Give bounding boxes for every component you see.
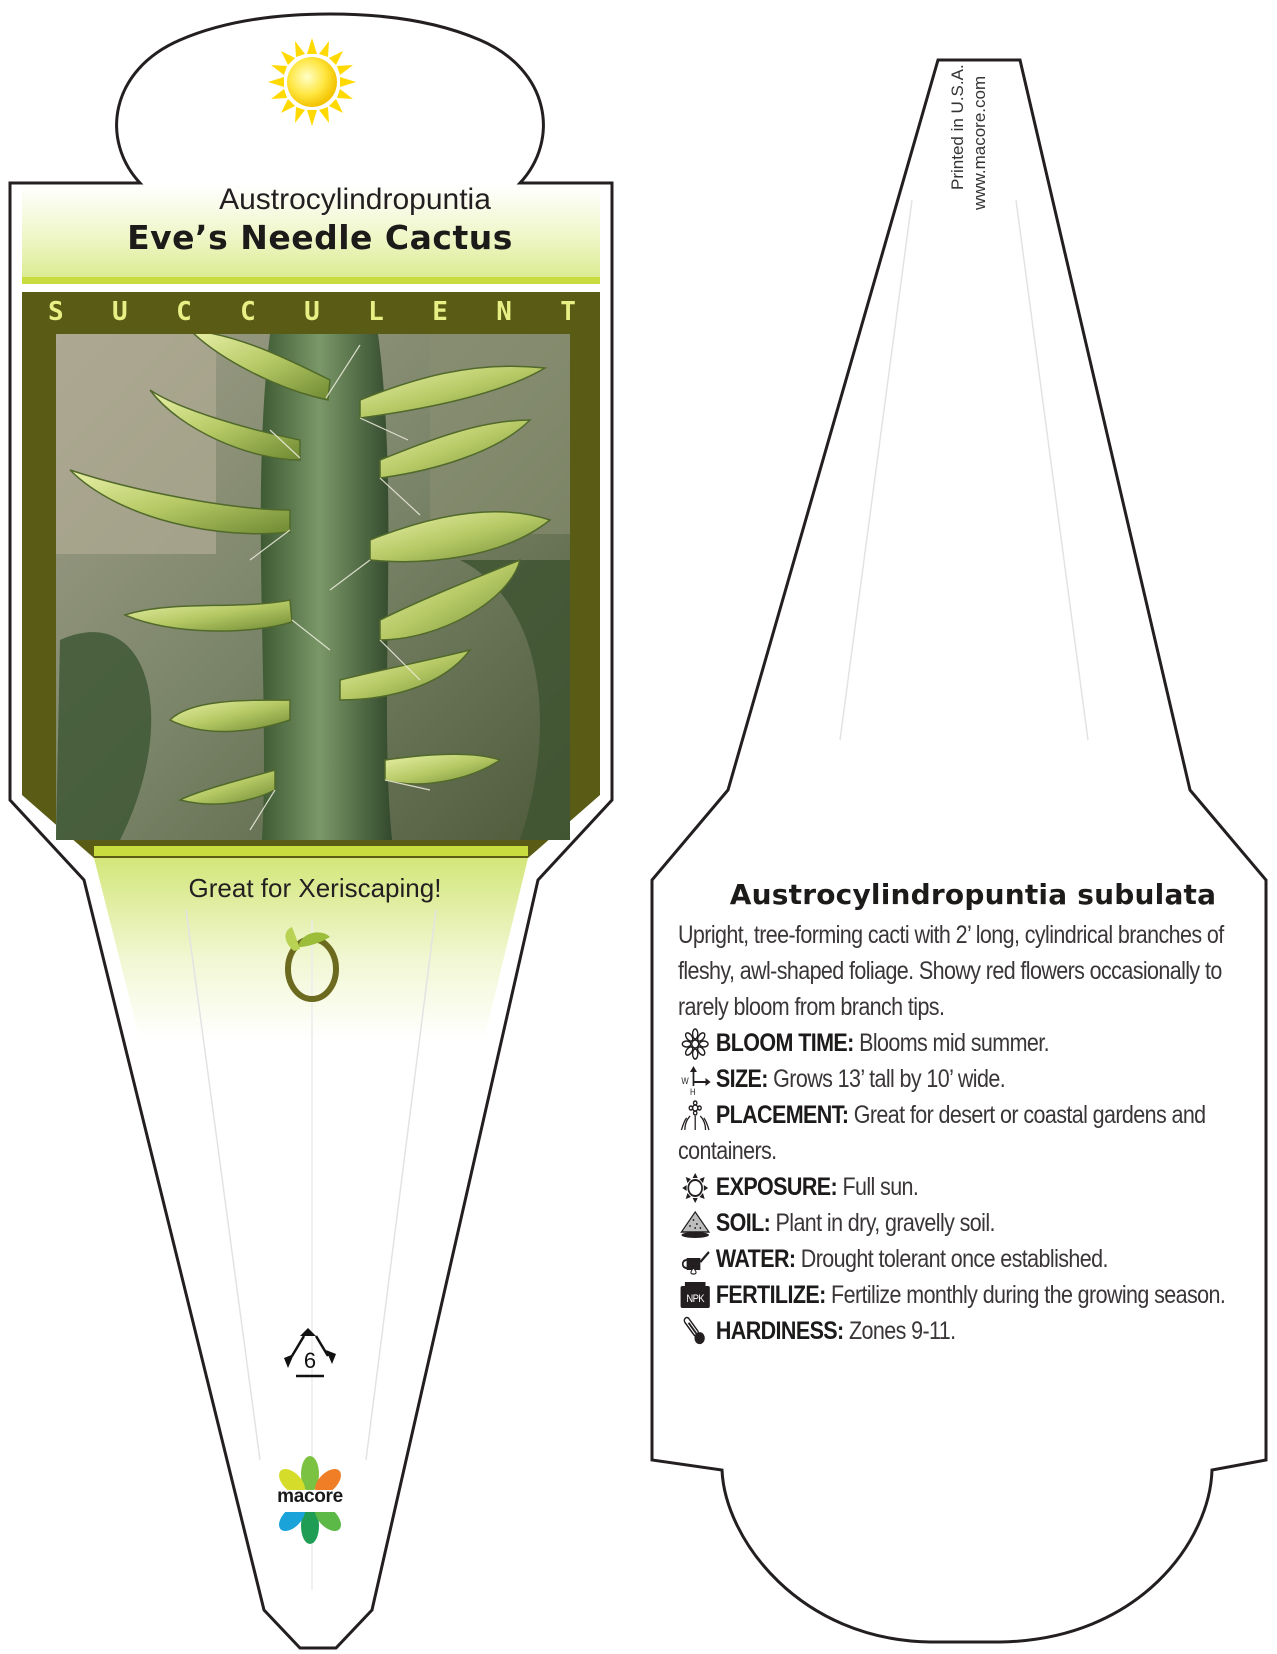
attribute-label: SOIL: (715, 1209, 771, 1237)
attribute-value: Blooms mid summer. (859, 1029, 1049, 1057)
plant-description: Upright, tree-forming cacti with 2’ long, cylindrical branches of fleshy, awl-shaped foliage. Showy red flowers occasionally to rarely bloom from branch tips. (678, 921, 1224, 1021)
attribute-item (678, 1277, 1237, 1313)
category-letter: L (368, 297, 384, 327)
attribute-label: PLACEMENT: (715, 1101, 849, 1129)
attribute-label: EXPOSURE: (715, 1173, 838, 1201)
sun-icon (268, 38, 356, 126)
npk-icon (678, 1280, 712, 1312)
botanical-name: Austrocylindropuntia subulata (729, 878, 1217, 911)
website: www.macore.com (970, 75, 989, 210)
attribute-item (678, 1241, 1237, 1277)
svg-text:NPK: NPK (686, 1293, 705, 1306)
category-band (22, 297, 602, 327)
attribute-item (678, 1205, 1237, 1241)
cactus-photo (56, 330, 570, 840)
attribute-label: BLOOM TIME: (715, 1029, 854, 1057)
attribute-list (678, 1025, 1238, 1349)
attribute-value: Fertilize monthly during the growing season. (831, 1281, 1226, 1309)
attribute-value: Full sun. (842, 1173, 919, 1201)
size-arrows-icon (678, 1064, 712, 1096)
soil-pile-icon (678, 1208, 712, 1240)
printed-in: Printed in U.S.A. (948, 64, 967, 190)
attribute-value: Zones 9-11. (848, 1317, 956, 1345)
flower-icon (678, 1028, 712, 1060)
attribute-item (678, 1097, 1237, 1169)
attribute-label: FERTILIZE: (715, 1281, 826, 1309)
back-tag (652, 60, 1266, 1642)
category-letter: U (112, 297, 128, 327)
attribute-value: Grows 13’ tall by 10’ wide. (773, 1065, 1006, 1093)
category-letter: E (432, 297, 448, 327)
placement-flowers-icon (678, 1100, 712, 1132)
thermometer-icon (678, 1316, 712, 1348)
watering-can-icon (678, 1244, 712, 1276)
category-letter: C (240, 297, 256, 327)
attribute-value: Plant in dry, gravelly soil. (775, 1209, 995, 1237)
category-letter: T (560, 297, 576, 327)
back-content (678, 878, 1238, 1349)
brand-name: macore (277, 1486, 343, 1507)
attribute-label: WATER: (715, 1245, 796, 1273)
front-plant-name: Eve’s Needle Cactus (127, 218, 513, 257)
tagline: Great for Xeriscaping! (188, 873, 442, 903)
sun-outline-icon (678, 1172, 712, 1204)
svg-text:W: W (681, 1075, 689, 1087)
attribute-item (678, 1025, 1237, 1061)
category-letter: C (176, 297, 192, 327)
attribute-item (678, 1061, 1237, 1097)
category-letter: U (304, 297, 320, 327)
attribute-value: Drought tolerant once established. (800, 1245, 1108, 1273)
svg-text:H: H (690, 1086, 696, 1097)
category-letter: N (496, 297, 512, 327)
attribute-value: Great for desert or coastal gardens and containers. (678, 1101, 1206, 1165)
attribute-item (678, 1169, 1237, 1205)
recycle-code: 6 (303, 1348, 317, 1373)
attribute-label: SIZE: (715, 1065, 768, 1093)
front-common-name: Austrocylindropuntia (219, 183, 491, 216)
attribute-item (678, 1313, 1237, 1349)
category-letter: S (48, 297, 64, 327)
attribute-label: HARDINESS: (715, 1317, 844, 1345)
